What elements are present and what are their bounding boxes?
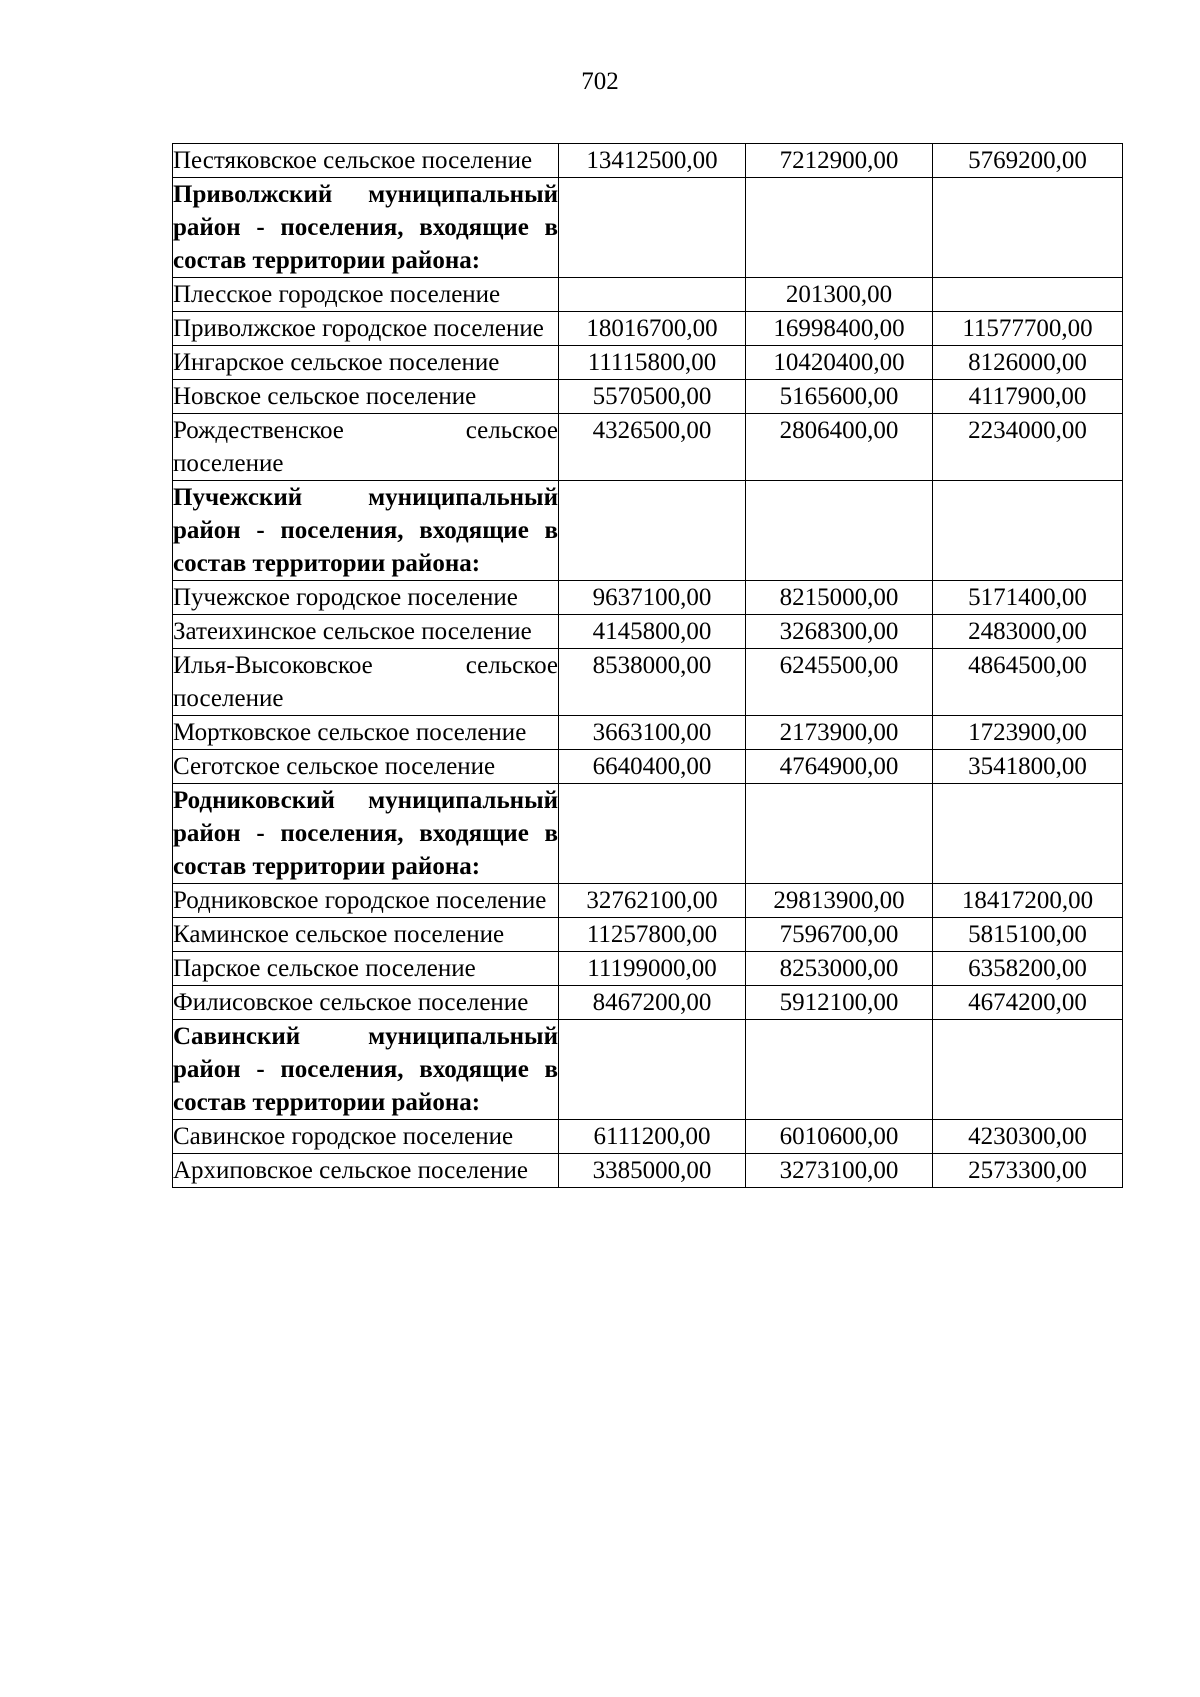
settlement-name: Савинское городское поселение xyxy=(173,1120,559,1154)
district-name: Родниковский муниципальный район - поселения, входящие в состав территории района: xyxy=(173,784,559,884)
value-cell: 11577700,00 xyxy=(933,312,1123,346)
value-cell xyxy=(559,481,746,581)
value-cell: 4326500,00 xyxy=(559,414,746,481)
settlement-name: Сеготское сельское поселение xyxy=(173,750,559,784)
value-cell xyxy=(933,1020,1123,1120)
table-row xyxy=(173,649,1123,716)
value-cell xyxy=(746,178,933,278)
table-row xyxy=(173,346,1123,380)
value-cell: 2806400,00 xyxy=(746,414,933,481)
value-cell xyxy=(746,481,933,581)
settlements-budget-table xyxy=(172,143,1123,1188)
value-cell: 5570500,00 xyxy=(559,380,746,414)
value-cell: 4145800,00 xyxy=(559,615,746,649)
value-cell: 6010600,00 xyxy=(746,1120,933,1154)
value-cell: 5171400,00 xyxy=(933,581,1123,615)
table-row xyxy=(173,1154,1123,1188)
settlement-name: Филисовское сельское поселение xyxy=(173,986,559,1020)
value-cell xyxy=(933,481,1123,581)
value-cell: 2573300,00 xyxy=(933,1154,1123,1188)
page-number: 702 xyxy=(581,68,619,95)
table-row xyxy=(173,716,1123,750)
table-row xyxy=(173,414,1123,481)
settlement-name: Каминское сельское поселение xyxy=(173,918,559,952)
value-cell: 8215000,00 xyxy=(746,581,933,615)
table-row xyxy=(173,1120,1123,1154)
district-header-row xyxy=(173,1020,1123,1120)
value-cell: 4674200,00 xyxy=(933,986,1123,1020)
value-cell: 4230300,00 xyxy=(933,1120,1123,1154)
value-cell: 1723900,00 xyxy=(933,716,1123,750)
settlement-name: Парское сельское поселение xyxy=(173,952,559,986)
table-row xyxy=(173,380,1123,414)
value-cell xyxy=(933,278,1123,312)
value-cell: 13412500,00 xyxy=(559,144,746,178)
value-cell: 4117900,00 xyxy=(933,380,1123,414)
value-cell: 8253000,00 xyxy=(746,952,933,986)
value-cell: 2483000,00 xyxy=(933,615,1123,649)
value-cell: 8467200,00 xyxy=(559,986,746,1020)
settlement-name: Приволжское городское поселение xyxy=(173,312,559,346)
district-header-row xyxy=(173,784,1123,884)
value-cell: 11257800,00 xyxy=(559,918,746,952)
settlement-name: Пестяковское сельское поселение xyxy=(173,144,559,178)
value-cell: 3663100,00 xyxy=(559,716,746,750)
district-name: Пучежский муниципальный район - поселения, входящие в состав территории района: xyxy=(173,481,559,581)
table-body xyxy=(173,144,1123,1188)
value-cell: 2234000,00 xyxy=(933,414,1123,481)
table-row xyxy=(173,581,1123,615)
table-row xyxy=(173,952,1123,986)
value-cell: 6640400,00 xyxy=(559,750,746,784)
district-header-row xyxy=(173,481,1123,581)
value-cell: 5165600,00 xyxy=(746,380,933,414)
table-row xyxy=(173,615,1123,649)
settlement-name: Мортковское сельское поселение xyxy=(173,716,559,750)
value-cell: 16998400,00 xyxy=(746,312,933,346)
table-row xyxy=(173,986,1123,1020)
value-cell: 11199000,00 xyxy=(559,952,746,986)
table-row xyxy=(173,884,1123,918)
settlement-name: Архиповское сельское поселение xyxy=(173,1154,559,1188)
settlement-name: Родниковское городское поселение xyxy=(173,884,559,918)
table-row xyxy=(173,278,1123,312)
table-row xyxy=(173,750,1123,784)
value-cell xyxy=(559,1020,746,1120)
value-cell: 8538000,00 xyxy=(559,649,746,716)
value-cell xyxy=(559,178,746,278)
value-cell: 10420400,00 xyxy=(746,346,933,380)
value-cell: 7212900,00 xyxy=(746,144,933,178)
table-row xyxy=(173,312,1123,346)
value-cell: 32762100,00 xyxy=(559,884,746,918)
value-cell: 29813900,00 xyxy=(746,884,933,918)
value-cell: 8126000,00 xyxy=(933,346,1123,380)
value-cell: 11115800,00 xyxy=(559,346,746,380)
table-row xyxy=(173,918,1123,952)
district-name: Савинский муниципальный район - поселения, входящие в состав территории района: xyxy=(173,1020,559,1120)
value-cell: 6111200,00 xyxy=(559,1120,746,1154)
district-name: Приволжский муниципальный район - поселения, входящие в состав территории района: xyxy=(173,178,559,278)
table-row xyxy=(173,144,1123,178)
value-cell: 2173900,00 xyxy=(746,716,933,750)
value-cell: 3268300,00 xyxy=(746,615,933,649)
value-cell: 3385000,00 xyxy=(559,1154,746,1188)
value-cell: 5815100,00 xyxy=(933,918,1123,952)
value-cell: 9637100,00 xyxy=(559,581,746,615)
value-cell: 3273100,00 xyxy=(746,1154,933,1188)
value-cell xyxy=(933,178,1123,278)
settlement-name: Новское сельское поселение xyxy=(173,380,559,414)
settlement-name: Илья-Высоковское сельское поселение xyxy=(173,649,559,716)
value-cell: 6245500,00 xyxy=(746,649,933,716)
value-cell: 5769200,00 xyxy=(933,144,1123,178)
value-cell: 18016700,00 xyxy=(559,312,746,346)
settlement-name: Затеихинское сельское поселение xyxy=(173,615,559,649)
value-cell: 4864500,00 xyxy=(933,649,1123,716)
settlement-name: Рождественское сельское поселение xyxy=(173,414,559,481)
value-cell: 18417200,00 xyxy=(933,884,1123,918)
value-cell: 5912100,00 xyxy=(746,986,933,1020)
value-cell: 3541800,00 xyxy=(933,750,1123,784)
value-cell xyxy=(559,784,746,884)
value-cell xyxy=(746,1020,933,1120)
value-cell: 4764900,00 xyxy=(746,750,933,784)
settlement-name: Плесское городское поселение xyxy=(173,278,559,312)
settlement-name: Пучежское городское поселение xyxy=(173,581,559,615)
value-cell xyxy=(746,784,933,884)
value-cell xyxy=(559,278,746,312)
value-cell: 7596700,00 xyxy=(746,918,933,952)
district-header-row xyxy=(173,178,1123,278)
settlement-name: Ингарское сельское поселение xyxy=(173,346,559,380)
value-cell: 201300,00 xyxy=(746,278,933,312)
value-cell: 6358200,00 xyxy=(933,952,1123,986)
value-cell xyxy=(933,784,1123,884)
